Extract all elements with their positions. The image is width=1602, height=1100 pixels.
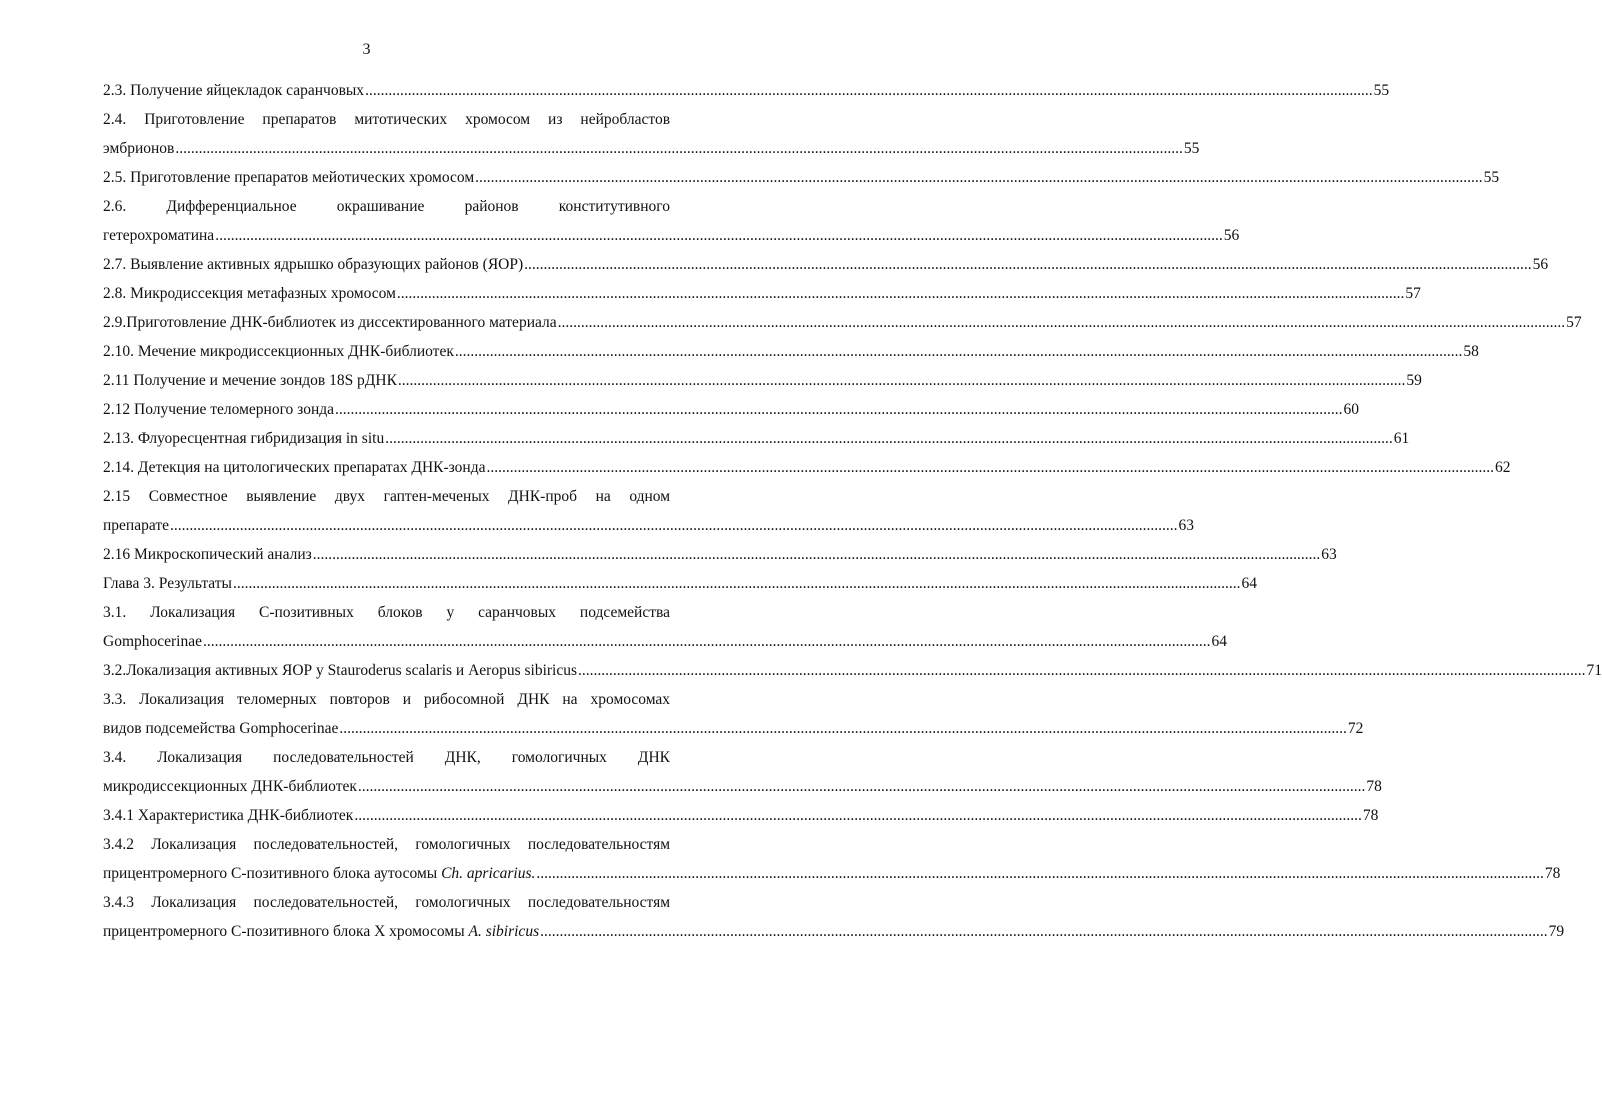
toc-entry-title [103, 569, 232, 598]
toc-entry-species: A. sibiricus [468, 923, 540, 940]
toc-entry-text: прицентромерного С-позитивного блока аутосомы [103, 865, 438, 882]
toc-leader-dots [215, 221, 1223, 250]
toc-line [103, 917, 1565, 946]
toc-entry-title [103, 453, 485, 482]
toc-entry[interactable] [103, 76, 1390, 105]
toc-word: хромосомах [590, 691, 671, 708]
toc-entry-text: 2.3. Получение яйцекладок саранчовых [103, 82, 365, 99]
toc-page-number: 64 [1211, 633, 1227, 650]
table-of-contents [103, 76, 1602, 946]
toc-entry[interactable] [103, 308, 1582, 337]
toc-entry[interactable] [103, 482, 1194, 540]
toc-line-justified [103, 105, 670, 134]
toc-entry-text: препарате [103, 517, 169, 534]
toc-line [103, 395, 1360, 424]
toc-word: последовательностей, [253, 894, 399, 911]
toc-leader-dots [397, 279, 1405, 308]
toc-word: конститутивного [558, 198, 671, 215]
toc-entry[interactable] [103, 250, 1549, 279]
toc-line [103, 859, 1561, 888]
toc-word: ДНК [637, 749, 670, 766]
toc-word: Совместное [148, 488, 228, 505]
toc-word: Локализация [151, 836, 237, 853]
toc-entry[interactable] [103, 163, 1500, 192]
toc-line [103, 76, 1390, 105]
toc-word: саранчовых [478, 604, 557, 621]
toc-entry-title [103, 917, 539, 946]
toc-entry[interactable] [103, 105, 1200, 163]
toc-word: Локализация [151, 894, 237, 911]
toc-line [103, 134, 1200, 163]
toc-entry[interactable] [103, 598, 1227, 656]
toc-entry[interactable] [103, 656, 1602, 685]
toc-entry-text: 2.12 Получение теломерного зонда [103, 401, 335, 418]
toc-entry-title [103, 308, 557, 337]
toc-word: блоков [377, 604, 423, 621]
toc-line [103, 627, 1227, 656]
toc-word: 3.1. [103, 604, 127, 621]
toc-line [103, 569, 1257, 598]
toc-line [103, 453, 1511, 482]
toc-entry-title [103, 772, 357, 801]
toc-page-number: 78 [1366, 778, 1382, 795]
toc-word: двух [334, 488, 366, 505]
toc-entry-text: 2.9.Приготовление ДНК-библиотек из диссектированного материала [103, 314, 557, 331]
toc-entry-title [103, 279, 396, 308]
toc-word: хромосом [465, 111, 531, 128]
toc-word: 3.4.3 [103, 894, 134, 911]
toc-entry[interactable] [103, 830, 1561, 888]
toc-word: повторов [329, 691, 390, 708]
toc-leader-dots [524, 250, 1532, 279]
toc-leader-dots [540, 917, 1548, 946]
toc-page-number: 55 [1183, 140, 1200, 157]
toc-word: и [402, 691, 411, 708]
toc-word: гаптен-меченых [383, 488, 490, 505]
toc-word: ДНК [517, 691, 550, 708]
toc-entry[interactable] [103, 685, 1364, 743]
toc-word: из [548, 111, 563, 128]
toc-entry-title [103, 76, 364, 105]
toc-word: теломерных [237, 691, 317, 708]
toc-page-number: 64 [1241, 575, 1257, 592]
toc-word: Локализация [157, 749, 243, 766]
toc-entry-text: прицентромерного С-позитивного блока Х хромосомы [103, 923, 465, 940]
toc-entry-text: микродиссекционных ДНК-библиотек [103, 778, 357, 795]
toc-entry[interactable] [103, 743, 1382, 801]
toc-entry[interactable] [103, 366, 1422, 395]
toc-line-justified [103, 192, 670, 221]
page-number: 3 [362, 41, 371, 58]
toc-leader-dots [175, 134, 1183, 163]
toc-line [103, 308, 1582, 337]
toc-leader-dots [365, 76, 1373, 105]
toc-line-justified [103, 830, 670, 859]
toc-entry-text: гетерохроматина [103, 227, 215, 244]
toc-page-number: 79 [1548, 923, 1565, 940]
toc-line-justified [103, 888, 670, 917]
toc-entry-text: 2.7. Выявление активных ядрышко образующих районов (ЯОР) [103, 256, 524, 273]
toc-entry-title [103, 714, 338, 743]
toc-entry-title [103, 134, 174, 163]
toc-line [103, 540, 1337, 569]
toc-word: ДНК-проб [508, 488, 577, 505]
toc-word: на [595, 488, 611, 505]
toc-line [103, 714, 1364, 743]
toc-leader-dots [170, 511, 1178, 540]
toc-page-number: 57 [1405, 285, 1421, 302]
toc-line [103, 366, 1422, 395]
toc-leader-dots [354, 801, 1362, 830]
toc-leader-dots [578, 656, 1586, 685]
toc-page-number: 58 [1463, 343, 1479, 360]
toc-page-number: 71 [1586, 662, 1602, 679]
toc-entry-title [103, 656, 577, 685]
toc-entry-title [103, 511, 169, 540]
toc-leader-dots [475, 163, 1483, 192]
toc-line [103, 772, 1382, 801]
toc-leader-dots [398, 366, 1406, 395]
toc-word: окрашивание [336, 198, 425, 215]
toc-line [103, 221, 1240, 250]
toc-word: последовательностей [273, 749, 414, 766]
toc-entry-text: 2.11 Получение и мечение зондов 18S рДНК [103, 372, 397, 389]
toc-leader-dots [486, 453, 1494, 482]
toc-entry-title [103, 424, 384, 453]
toc-entry-title [103, 627, 202, 656]
toc-word: районов [464, 198, 519, 215]
toc-word: последовательностям [527, 836, 671, 853]
toc-page-number: 56 [1223, 227, 1240, 244]
toc-page-number: 60 [1343, 401, 1360, 418]
toc-entry-text: 2.13. Флуоресцентная гибридизация in situ [103, 430, 385, 447]
toc-entry-text: Глава 3. Результаты [103, 575, 232, 592]
toc-leader-dots [558, 308, 1566, 337]
toc-word: одном [629, 488, 671, 505]
toc-entry-text: 2.5. Приготовление препаратов мейотических хромосом [103, 169, 475, 186]
toc-page-number: 56 [1532, 256, 1549, 273]
toc-word: Локализация [139, 691, 225, 708]
toc-line-justified [103, 598, 670, 627]
toc-entry-text: 3.4.1 Характеристика ДНК-библиотек [103, 807, 354, 824]
toc-entry[interactable] [103, 192, 1240, 250]
toc-leader-dots [313, 540, 1321, 569]
toc-entry-title [103, 337, 454, 366]
toc-entry-title [103, 250, 523, 279]
toc-word: С-позитивных [259, 604, 354, 621]
toc-page-number: 63 [1321, 546, 1337, 563]
toc-entry-text: видов подсемейства Gomphocerinae [103, 720, 339, 737]
toc-line [103, 250, 1549, 279]
toc-entry[interactable] [103, 569, 1257, 598]
toc-word: выявление [246, 488, 317, 505]
toc-entry[interactable] [103, 395, 1360, 424]
toc-line-justified [103, 685, 670, 714]
toc-line [103, 511, 1194, 540]
toc-page-number: 62 [1494, 459, 1511, 476]
toc-entry-title [103, 221, 214, 250]
toc-entry-text: 3.2.Локализация активных ЯОР у Stauroderus scalaris и Aeropus sibiricus [103, 662, 577, 679]
toc-page-number: 78 [1362, 807, 1379, 824]
toc-entry[interactable] [103, 337, 1479, 366]
toc-word: 3.4.2 [103, 836, 134, 853]
toc-page-number: 59 [1406, 372, 1422, 389]
toc-entry[interactable] [103, 424, 1410, 453]
toc-page-number: 61 [1393, 430, 1410, 447]
toc-word: Локализация [150, 604, 236, 621]
toc-entry-text: эмбрионов [103, 140, 175, 157]
toc-page-number: 63 [1178, 517, 1194, 534]
toc-entry-text: 2.14. Детекция на цитологических препаратах ДНК-зонда [103, 459, 486, 476]
toc-word: гомологичных [415, 836, 511, 853]
toc-entry-text: Gomphocerinae [103, 633, 202, 650]
toc-line [103, 279, 1421, 308]
toc-entry[interactable] [103, 801, 1379, 830]
toc-entry[interactable] [103, 540, 1337, 569]
toc-page-number: 72 [1347, 720, 1364, 737]
toc-leader-dots [358, 772, 1366, 801]
toc-entry-title [103, 366, 397, 395]
toc-word: 3.3. [103, 691, 127, 708]
toc-entry-species: Ch. apricarius. [441, 865, 536, 882]
toc-word: нейробластов [580, 111, 671, 128]
toc-word: рибосомной [423, 691, 505, 708]
toc-word: ДНК, [444, 749, 481, 766]
toc-leader-dots [385, 424, 1393, 453]
toc-line-justified [103, 482, 670, 511]
toc-line [103, 656, 1602, 685]
toc-leader-dots [203, 627, 1211, 656]
toc-page-number: 55 [1483, 169, 1500, 186]
toc-word: Дифференциальное [166, 198, 297, 215]
toc-entry-text: 2.10. Мечение микродиссекционных ДНК-библиотек [103, 343, 454, 360]
toc-word: препаратов [262, 111, 337, 128]
toc-leader-dots [339, 714, 1347, 743]
toc-entry[interactable] [103, 453, 1511, 482]
toc-entry-text: 2.16 Микроскопический анализ [103, 546, 312, 563]
toc-line [103, 424, 1410, 453]
toc-line [103, 337, 1479, 366]
toc-word: гомологичных [415, 894, 511, 911]
toc-entry-title [103, 163, 474, 192]
toc-word: Приготовление [144, 111, 245, 128]
toc-leader-dots [455, 337, 1463, 366]
toc-word: на [562, 691, 578, 708]
toc-line [103, 801, 1379, 830]
toc-leader-dots [335, 395, 1343, 424]
toc-leader-dots [233, 569, 1241, 598]
toc-page-number: 55 [1373, 82, 1390, 99]
toc-word: 3.4. [103, 749, 127, 766]
toc-word: подсемейства [579, 604, 670, 621]
toc-word: последовательностям [527, 894, 671, 911]
toc-word: последовательностей, [253, 836, 399, 853]
toc-line [103, 163, 1500, 192]
toc-page-number: 78 [1544, 865, 1561, 882]
toc-word: гомологичных [511, 749, 607, 766]
toc-word: 2.15 [103, 488, 131, 505]
toc-page-number: 57 [1566, 314, 1582, 331]
toc-entry-title [103, 395, 334, 424]
toc-entry-text: 2.8. Микродиссекция метафазных хромосом [103, 285, 396, 302]
toc-line-justified [103, 743, 670, 772]
toc-entry[interactable] [103, 888, 1565, 946]
toc-entry-title [103, 801, 353, 830]
toc-entry-title [103, 540, 312, 569]
toc-word: 2.6. [103, 198, 127, 215]
toc-leader-dots [536, 859, 1544, 888]
toc-word: митотических [354, 111, 448, 128]
toc-entry[interactable] [103, 279, 1421, 308]
toc-entry-title [103, 859, 535, 888]
toc-word: у [446, 604, 455, 621]
toc-word: 2.4. [103, 111, 127, 128]
